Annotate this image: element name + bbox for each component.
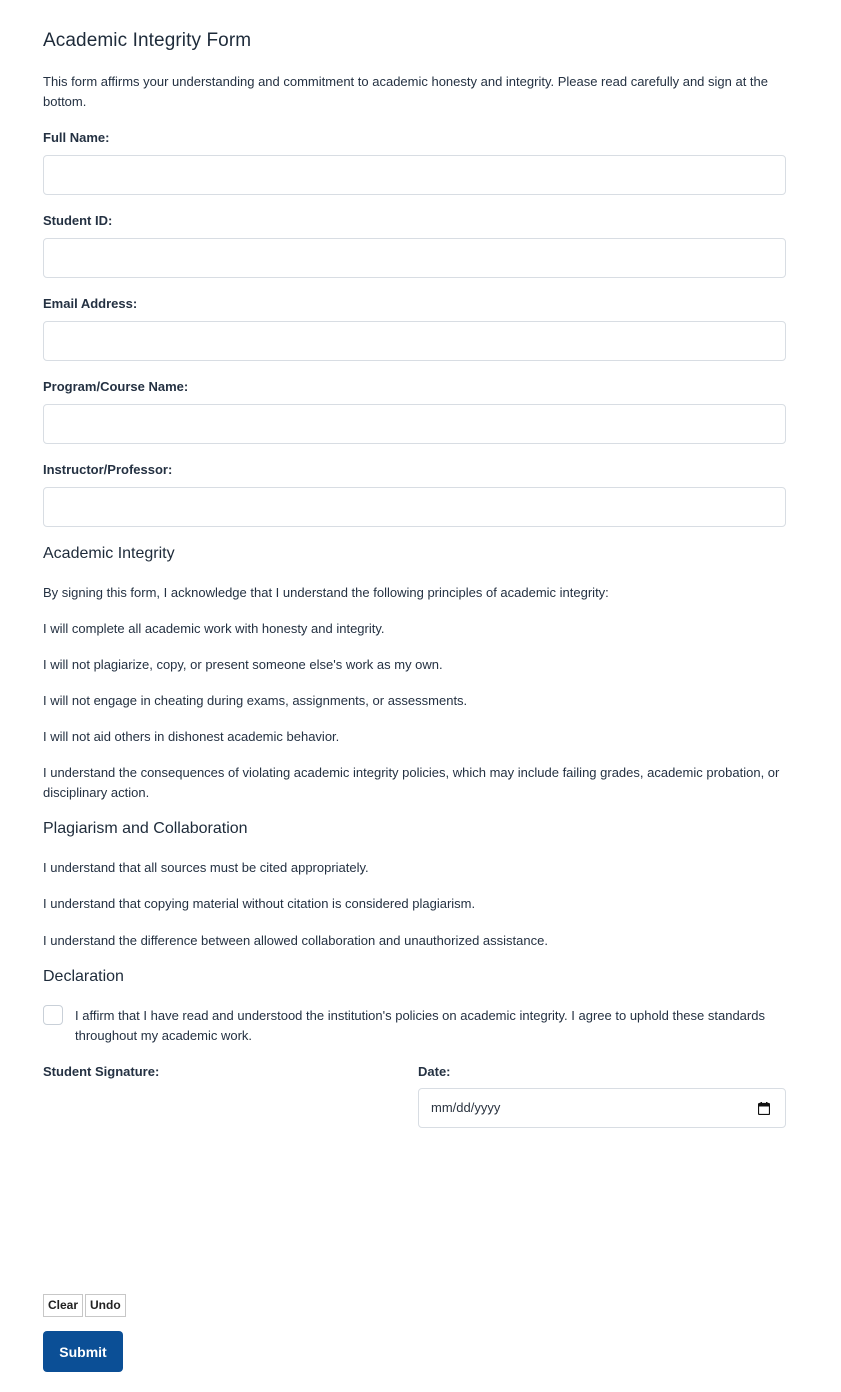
declaration-text: I affirm that I have read and understood the institution's policies on academic integrity. I agree to uphold these standards throughout my academic work. bbox=[75, 1008, 765, 1043]
full-name-label: Full Name: bbox=[43, 130, 110, 145]
plagiarism-heading: Plagiarism and Collaboration bbox=[43, 820, 248, 837]
page-title: Academic Integrity Form bbox=[43, 30, 252, 51]
instructor-label: Instructor/Professor: bbox=[43, 462, 173, 477]
program-label: Program/Course Name: bbox=[43, 379, 189, 394]
integrity-item: I will not plagiarize, copy, or present someone else's work as my own. bbox=[43, 657, 443, 672]
plagiarism-item: I understand that copying material without citation is considered plagiarism. bbox=[43, 896, 476, 911]
clear-signature-button[interactable]: Clear bbox=[43, 1294, 83, 1317]
declaration-heading: Declaration bbox=[43, 968, 124, 985]
date-placeholder: mm/dd/yyyy bbox=[431, 1100, 501, 1115]
date-label: Date: bbox=[418, 1064, 451, 1079]
undo-signature-button[interactable]: Undo bbox=[85, 1294, 126, 1317]
integrity-item: I will complete all academic work with honesty and integrity. bbox=[43, 621, 385, 636]
student-id-label: Student ID: bbox=[43, 213, 113, 228]
plagiarism-item: I understand the difference between allowed collaboration and unauthorized assistance. bbox=[43, 933, 548, 948]
integrity-item: I understand the consequences of violating academic integrity policies, which may include failing grades, academic probation, or disciplinary action. bbox=[43, 765, 780, 800]
calendar-icon[interactable] bbox=[758, 1102, 770, 1115]
program-input[interactable] bbox=[43, 404, 786, 444]
academic-integrity-heading: Academic Integrity bbox=[43, 545, 175, 562]
signature-label: Student Signature: bbox=[43, 1064, 160, 1079]
plagiarism-item: I understand that all sources must be cited appropriately. bbox=[43, 860, 369, 875]
date-input[interactable] bbox=[418, 1088, 786, 1128]
email-input[interactable] bbox=[43, 321, 786, 361]
submit-button[interactable]: Submit bbox=[43, 1331, 123, 1372]
signature-pad[interactable] bbox=[43, 1088, 398, 1278]
form-intro: This form affirms your understanding and commitment to academic honesty and integrity. Please read carefully and sign at the bottom. bbox=[43, 74, 768, 109]
student-id-input[interactable] bbox=[43, 238, 786, 278]
instructor-input[interactable] bbox=[43, 487, 786, 527]
integrity-item: I will not engage in cheating during exams, assignments, or assessments. bbox=[43, 693, 468, 708]
full-name-input[interactable] bbox=[43, 155, 786, 195]
email-label: Email Address: bbox=[43, 296, 138, 311]
integrity-item: By signing this form, I acknowledge that I understand the following principles of academic integrity: bbox=[43, 585, 609, 600]
integrity-item: I will not aid others in dishonest academic behavior. bbox=[43, 729, 340, 744]
declaration-checkbox[interactable] bbox=[43, 1005, 63, 1025]
